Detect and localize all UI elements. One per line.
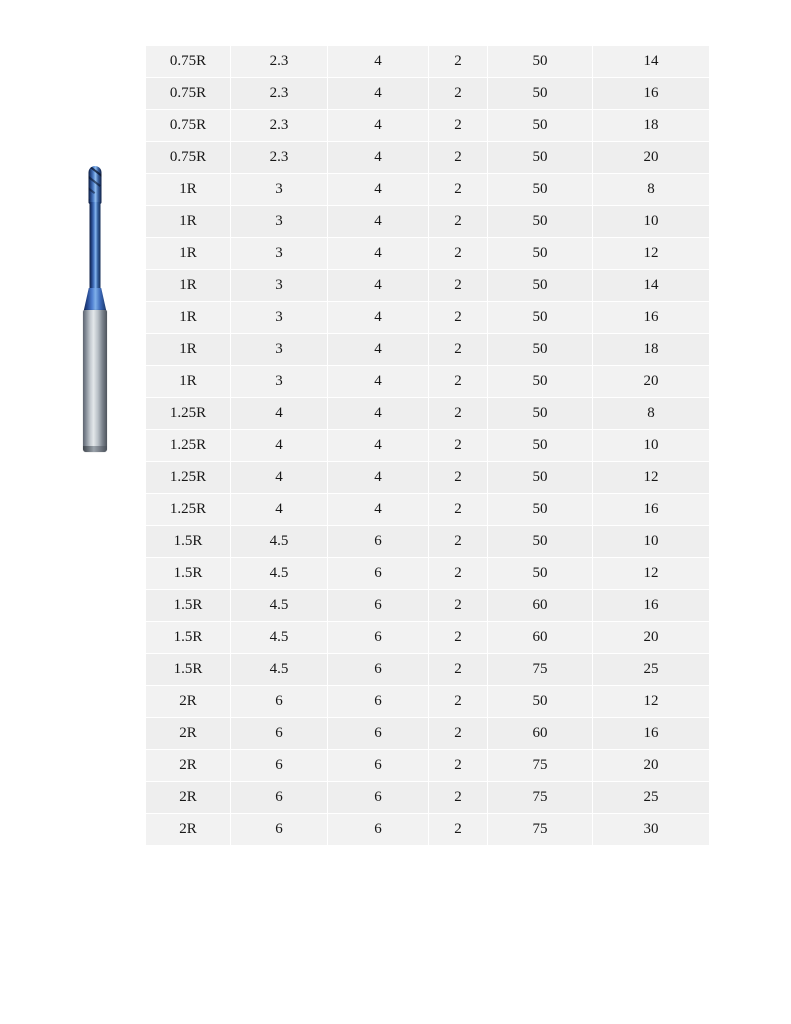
cell-cutting_diameter: 2.3 (231, 142, 328, 174)
cell-neck_length: 16 (593, 494, 710, 526)
tool-shank (83, 310, 107, 452)
cell-cutting_diameter: 4.5 (231, 558, 328, 590)
cell-cutting_diameter: 6 (231, 814, 328, 846)
cell-shank_diameter: 4 (328, 206, 429, 238)
table-row (146, 718, 710, 750)
table-row (146, 750, 710, 782)
cell-cutting_diameter: 4.5 (231, 526, 328, 558)
cell-flutes: 2 (429, 654, 488, 686)
cell-radius: 0.75R (146, 110, 231, 142)
cell-neck_length: 30 (593, 814, 710, 846)
cell-flutes: 2 (429, 206, 488, 238)
cell-cutting_diameter: 6 (231, 782, 328, 814)
cell-neck_length: 8 (593, 174, 710, 206)
cell-neck_length: 18 (593, 334, 710, 366)
cell-cutting_diameter: 6 (231, 686, 328, 718)
cell-shank_diameter: 4 (328, 238, 429, 270)
table-row (146, 334, 710, 366)
cell-neck_length: 20 (593, 750, 710, 782)
cell-flutes: 2 (429, 46, 488, 78)
cell-cutting_diameter: 4 (231, 398, 328, 430)
cell-overall_length: 50 (488, 206, 593, 238)
cell-flutes: 2 (429, 558, 488, 590)
cell-radius: 1.5R (146, 622, 231, 654)
cell-flutes: 2 (429, 782, 488, 814)
cell-neck_length: 16 (593, 302, 710, 334)
cell-shank_diameter: 6 (328, 622, 429, 654)
cell-radius: 1R (146, 302, 231, 334)
cell-overall_length: 50 (488, 430, 593, 462)
cell-shank_diameter: 6 (328, 782, 429, 814)
cell-shank_diameter: 4 (328, 494, 429, 526)
cell-shank_diameter: 6 (328, 654, 429, 686)
table-row (146, 558, 710, 590)
cell-overall_length: 50 (488, 174, 593, 206)
cell-neck_length: 25 (593, 782, 710, 814)
cell-cutting_diameter: 4.5 (231, 654, 328, 686)
cell-radius: 1.25R (146, 398, 231, 430)
cell-neck_length: 16 (593, 590, 710, 622)
cell-flutes: 2 (429, 462, 488, 494)
cell-radius: 2R (146, 718, 231, 750)
cell-flutes: 2 (429, 398, 488, 430)
cell-radius: 1.5R (146, 590, 231, 622)
cell-shank_diameter: 4 (328, 398, 429, 430)
cell-overall_length: 75 (488, 750, 593, 782)
cell-flutes: 2 (429, 142, 488, 174)
cell-overall_length: 60 (488, 590, 593, 622)
cell-cutting_diameter: 4.5 (231, 590, 328, 622)
ball-nose-end-mill-icon (78, 160, 112, 452)
table-row (146, 302, 710, 334)
cell-neck_length: 10 (593, 430, 710, 462)
cell-neck_length: 16 (593, 718, 710, 750)
cell-shank_diameter: 4 (328, 174, 429, 206)
cell-cutting_diameter: 3 (231, 270, 328, 302)
cell-flutes: 2 (429, 78, 488, 110)
cell-overall_length: 50 (488, 110, 593, 142)
cell-cutting_diameter: 3 (231, 174, 328, 206)
cell-cutting_diameter: 3 (231, 238, 328, 270)
cell-radius: 1R (146, 206, 231, 238)
cell-radius: 2R (146, 750, 231, 782)
cell-cutting_diameter: 4 (231, 430, 328, 462)
table-row (146, 142, 710, 174)
table-row (146, 430, 710, 462)
cell-overall_length: 50 (488, 46, 593, 78)
cell-radius: 1.5R (146, 558, 231, 590)
cell-radius: 1R (146, 238, 231, 270)
cell-flutes: 2 (429, 494, 488, 526)
cell-flutes: 2 (429, 590, 488, 622)
cell-radius: 1R (146, 366, 231, 398)
cell-overall_length: 50 (488, 238, 593, 270)
cell-flutes: 2 (429, 814, 488, 846)
cell-neck_length: 12 (593, 686, 710, 718)
cell-radius: 0.75R (146, 142, 231, 174)
cell-shank_diameter: 4 (328, 270, 429, 302)
cell-radius: 1.25R (146, 430, 231, 462)
cell-flutes: 2 (429, 366, 488, 398)
cell-neck_length: 14 (593, 46, 710, 78)
cell-cutting_diameter: 2.3 (231, 110, 328, 142)
table-row (146, 238, 710, 270)
cell-flutes: 2 (429, 686, 488, 718)
cell-overall_length: 50 (488, 270, 593, 302)
cell-shank_diameter: 4 (328, 142, 429, 174)
spec-table (145, 45, 710, 846)
cell-radius: 1.5R (146, 654, 231, 686)
cell-cutting_diameter: 4.5 (231, 622, 328, 654)
cell-neck_length: 14 (593, 270, 710, 302)
cell-overall_length: 75 (488, 814, 593, 846)
cell-shank_diameter: 4 (328, 46, 429, 78)
cell-cutting_diameter: 3 (231, 302, 328, 334)
cell-flutes: 2 (429, 334, 488, 366)
table-row (146, 654, 710, 686)
cell-overall_length: 50 (488, 366, 593, 398)
cell-shank_diameter: 4 (328, 302, 429, 334)
cell-neck_length: 8 (593, 398, 710, 430)
cell-neck_length: 20 (593, 366, 710, 398)
cell-overall_length: 75 (488, 782, 593, 814)
cell-shank_diameter: 4 (328, 366, 429, 398)
cell-shank_diameter: 6 (328, 558, 429, 590)
spec-table-body (146, 46, 710, 846)
cell-neck_length: 20 (593, 622, 710, 654)
cell-neck_length: 12 (593, 462, 710, 494)
cell-flutes: 2 (429, 718, 488, 750)
cell-radius: 1.25R (146, 494, 231, 526)
cell-radius: 1R (146, 334, 231, 366)
cell-shank_diameter: 6 (328, 814, 429, 846)
cell-cutting_diameter: 4 (231, 462, 328, 494)
cell-shank_diameter: 6 (328, 686, 429, 718)
table-row (146, 622, 710, 654)
table-row (146, 814, 710, 846)
cell-shank_diameter: 4 (328, 430, 429, 462)
cell-radius: 0.75R (146, 46, 231, 78)
cell-radius: 1.5R (146, 526, 231, 558)
cell-overall_length: 75 (488, 654, 593, 686)
cell-cutting_diameter: 3 (231, 334, 328, 366)
cell-neck_length: 16 (593, 78, 710, 110)
cell-overall_length: 60 (488, 718, 593, 750)
cell-flutes: 2 (429, 270, 488, 302)
cell-shank_diameter: 4 (328, 78, 429, 110)
table-row (146, 462, 710, 494)
cell-flutes: 2 (429, 526, 488, 558)
cell-radius: 1R (146, 270, 231, 302)
cell-flutes: 2 (429, 238, 488, 270)
cell-flutes: 2 (429, 110, 488, 142)
table-row (146, 366, 710, 398)
cell-neck_length: 25 (593, 654, 710, 686)
table-row (146, 206, 710, 238)
cell-radius: 2R (146, 686, 231, 718)
cell-neck_length: 20 (593, 142, 710, 174)
cell-shank_diameter: 6 (328, 718, 429, 750)
tool-flute (89, 166, 102, 204)
table-row (146, 782, 710, 814)
table-row (146, 526, 710, 558)
cell-cutting_diameter: 2.3 (231, 78, 328, 110)
tool-shank-end (83, 446, 107, 452)
cell-neck_length: 12 (593, 238, 710, 270)
cell-shank_diameter: 4 (328, 334, 429, 366)
cell-flutes: 2 (429, 750, 488, 782)
table-row (146, 174, 710, 206)
cell-flutes: 2 (429, 174, 488, 206)
table-row (146, 398, 710, 430)
cell-shank_diameter: 6 (328, 590, 429, 622)
cell-cutting_diameter: 4 (231, 494, 328, 526)
cell-cutting_diameter: 3 (231, 206, 328, 238)
cell-overall_length: 50 (488, 398, 593, 430)
cell-neck_length: 10 (593, 206, 710, 238)
cell-overall_length: 50 (488, 558, 593, 590)
table-row (146, 110, 710, 142)
table-row (146, 686, 710, 718)
cell-shank_diameter: 6 (328, 750, 429, 782)
cell-overall_length: 50 (488, 462, 593, 494)
cell-radius: 2R (146, 814, 231, 846)
table-row (146, 494, 710, 526)
cell-cutting_diameter: 3 (231, 366, 328, 398)
cell-neck_length: 10 (593, 526, 710, 558)
cell-shank_diameter: 6 (328, 526, 429, 558)
cell-neck_length: 18 (593, 110, 710, 142)
cell-overall_length: 50 (488, 494, 593, 526)
cell-neck_length: 12 (593, 558, 710, 590)
cell-shank_diameter: 4 (328, 462, 429, 494)
cell-overall_length: 50 (488, 334, 593, 366)
cell-shank_diameter: 4 (328, 110, 429, 142)
cell-cutting_diameter: 2.3 (231, 46, 328, 78)
cell-overall_length: 50 (488, 526, 593, 558)
cell-radius: 0.75R (146, 78, 231, 110)
cell-overall_length: 50 (488, 142, 593, 174)
cell-flutes: 2 (429, 430, 488, 462)
cell-radius: 1.25R (146, 462, 231, 494)
cell-overall_length: 50 (488, 686, 593, 718)
cell-overall_length: 50 (488, 302, 593, 334)
cell-cutting_diameter: 6 (231, 718, 328, 750)
cell-cutting_diameter: 6 (231, 750, 328, 782)
cell-overall_length: 60 (488, 622, 593, 654)
table-row (146, 78, 710, 110)
tool-neck (90, 202, 101, 292)
cell-flutes: 2 (429, 622, 488, 654)
cell-flutes: 2 (429, 302, 488, 334)
specification-table (145, 45, 703, 846)
table-row (146, 270, 710, 302)
cell-overall_length: 50 (488, 78, 593, 110)
cell-radius: 1R (146, 174, 231, 206)
cell-radius: 2R (146, 782, 231, 814)
product-image (60, 160, 130, 460)
table-row (146, 590, 710, 622)
table-row (146, 46, 710, 78)
